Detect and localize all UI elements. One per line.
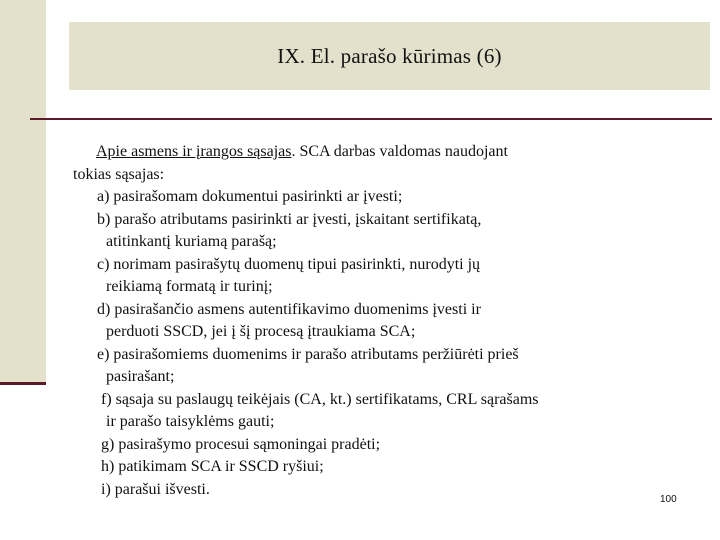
list-item-i: i) parašui išvesti. <box>101 480 210 498</box>
left-decor-bar-edge <box>0 382 46 385</box>
list-item-d-cont: perduoti SSCD, jei į šį procesą įtraukiama SCA; <box>106 323 416 340</box>
intro-line-1 <box>96 141 508 164</box>
intro-line-2: tokias sąsajas: <box>73 165 165 183</box>
list-item-b-cont: atitinkantį kuriamą parašą; <box>106 233 277 250</box>
list-item-d: d) pasirašančio asmens autentifikavimo duomenims įvesti ir <box>97 300 481 318</box>
list-item-f: f) sąsaja su paslaugų teikėjais (CA, kt.) sertifikatams, CRL sąrašams <box>101 390 539 408</box>
page-number: 100 <box>660 494 677 505</box>
list-item-g: g) pasirašymo procesui sąmoningai pradėti; <box>101 435 381 453</box>
list-item-e-cont: pasirašant; <box>106 368 175 385</box>
slide-title: IX. El. parašo kūrimas (6) <box>277 43 502 68</box>
title-panel <box>69 22 710 90</box>
list-item-h: h) patikimam SCA ir SSCD ryšiui; <box>101 458 324 475</box>
intro-rest: . SCA darbas valdomas naudojant <box>291 143 508 160</box>
list-item-c: c) norimam pasirašytų duomenų tipui pasirinkti, nurodyti jų <box>97 255 481 273</box>
list-item-e: e) pasirašomiems duomenims ir parašo atributams peržiūrėti prieš <box>97 345 519 363</box>
title-divider <box>30 118 712 120</box>
list-item-c-cont: reikiamą formatą ir turinį; <box>106 278 273 295</box>
left-decor-bar <box>0 0 46 382</box>
list-item-a: a) pasirašomam dokumentui pasirinkti ar įvesti; <box>97 188 403 205</box>
intro-underlined: Apie asmens ir įrangos sąsajas <box>96 143 292 160</box>
list-item-b: b) parašo atributams pasirinkti ar įvesti, įskaitant sertifikatą, <box>97 210 482 228</box>
list-item-f-cont: ir parašo taisyklėms gauti; <box>106 413 275 430</box>
